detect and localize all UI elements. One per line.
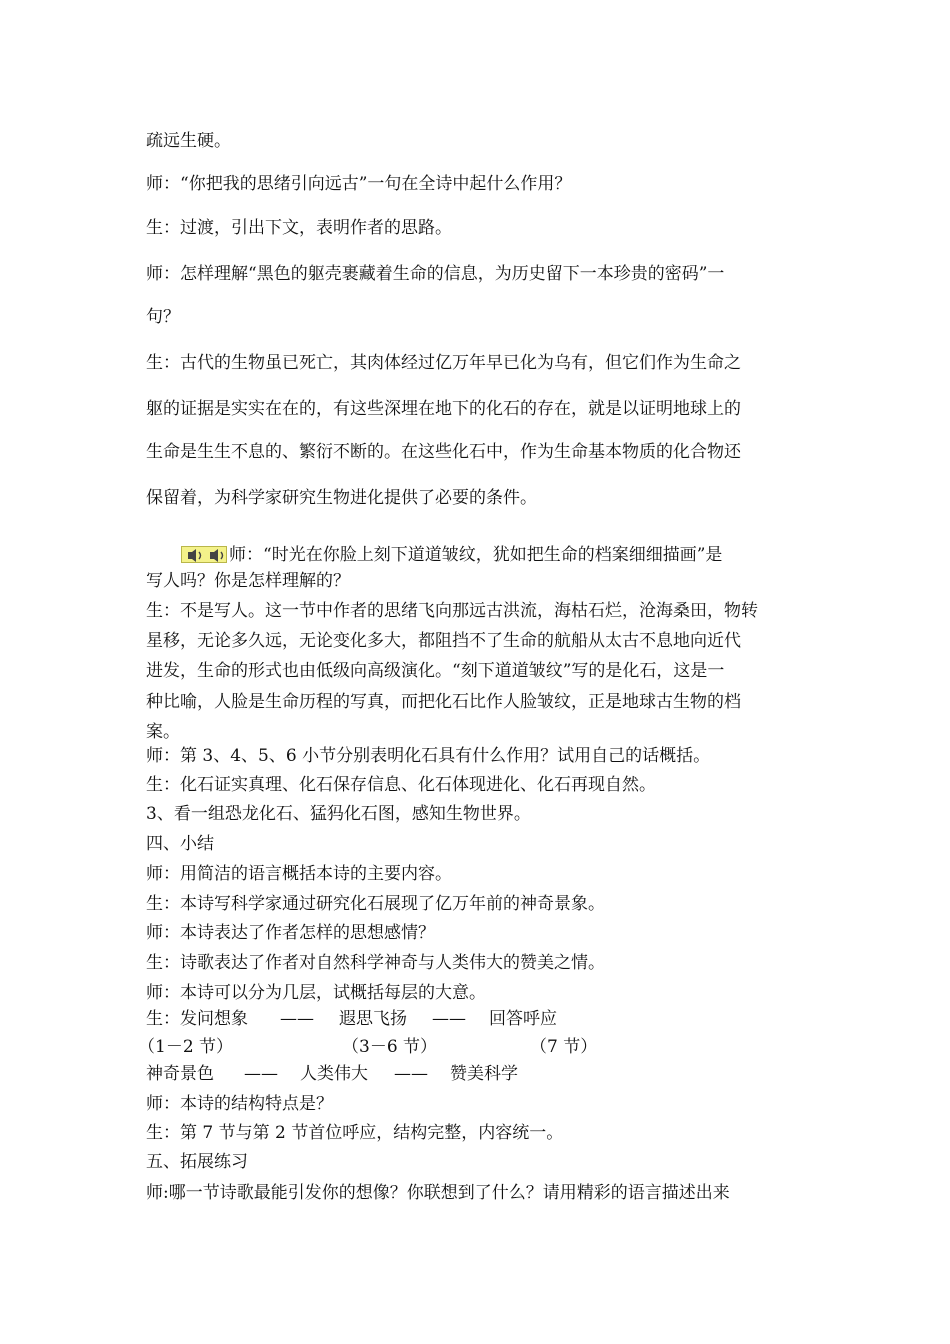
- text-line: 种比喻，人脸是生命历程的写真，而把化石比作人脸皱纹，正是地球古生物的档: [146, 692, 741, 712]
- text-line: 句？: [146, 307, 180, 327]
- structure-item: 回答呼应: [489, 1009, 557, 1029]
- question-text: 师：“时光在你脸上刻下道道皱纹，犹如把生命的档案细细描画”是: [229, 545, 723, 565]
- text-line: 生：不是写人。这一节中作者的思绪飞向那远古洪流，海枯石烂，沧海桑田，物转: [146, 601, 758, 621]
- section-heading: 五、拓展练习: [146, 1152, 248, 1172]
- text-line: 师：本诗可以分为几层，试概括每层的大意。: [146, 983, 486, 1003]
- text-line: 生：化石证实真理、化石保存信息、化石体现进化、化石再现自然。: [146, 775, 656, 795]
- text-line: 写人吗？你是怎样理解的？: [146, 571, 350, 591]
- text-line: 躯的证据是实实在在的，有这些深埋在地下的化石的存在，就是以证明地球上的: [146, 399, 741, 419]
- structure-item: 遐思飞扬: [339, 1009, 407, 1029]
- structure-item: 人类伟大: [300, 1064, 368, 1084]
- text-line: 生：第 7 节与第 2 节首位呼应，结构完整，内容统一。: [146, 1123, 564, 1143]
- question-with-icon: [181, 545, 722, 565]
- structure-item: 神奇景色: [146, 1064, 214, 1084]
- text-line: 3、看一组恐龙化石、猛犸化石图，感知生物世界。: [146, 804, 531, 824]
- text-line: 生：诗歌表达了作者对自然科学神奇与人类伟大的赞美之情。: [146, 953, 605, 973]
- text-line: 师：本诗表达了作者怎样的思想感情？: [146, 923, 435, 943]
- text-line: 疏远生硬。: [146, 131, 231, 151]
- structure-range: （3－6 节）: [342, 1037, 438, 1057]
- text-line: 保留着，为科学家研究生物进化提供了必要的条件。: [146, 488, 537, 508]
- text-line: 师：怎样理解“黑色的躯壳裹藏着生命的信息，为历史留下一本珍贵的密码”一: [146, 264, 725, 284]
- structure-dash: ——: [280, 1009, 314, 1029]
- text-line: 进发，生命的形式也由低级向高级演化。“刻下道道皱纹”写的是化石，这是一: [146, 661, 725, 681]
- structure-item: 生：发问想象: [146, 1009, 248, 1029]
- text-line: 星移，无论多久远，无论变化多大，都阻挡不了生命的航船从太古不息地向近代: [146, 631, 741, 651]
- structure-item: 赞美科学: [450, 1064, 518, 1084]
- text-line: 生：过渡，引出下文，表明作者的思路。: [146, 218, 452, 238]
- structure-dash: ——: [394, 1064, 428, 1084]
- structure-dash: ——: [432, 1009, 466, 1029]
- text-line: 师：第 3、4、5、6 小节分别表明化石具有什么作用？试用自己的话概括。: [146, 746, 711, 766]
- structure-range: （7 节）: [530, 1037, 598, 1057]
- text-line: 师：用简洁的语言概括本诗的主要内容。: [146, 864, 452, 884]
- speaker-icon: [181, 546, 227, 563]
- section-heading: 四、小结: [146, 834, 214, 854]
- text-line: 生命是生生不息的、繁衍不断的。在这些化石中，作为生命基本物质的化合物还: [146, 442, 741, 462]
- structure-range: （1－2 节）: [138, 1037, 234, 1057]
- text-line: 案。: [146, 722, 180, 742]
- structure-dash: ——: [244, 1064, 278, 1084]
- text-line: 师：“你把我的思绪引向远古”一句在全诗中起什么作用？: [146, 174, 572, 194]
- text-line: 生：本诗写科学家通过研究化石展现了亿万年前的神奇景象。: [146, 894, 605, 914]
- text-line: 师：本诗的结构特点是？: [146, 1094, 333, 1114]
- text-line: 生：古代的生物虽已死亡，其肉体经过亿万年早已化为乌有，但它们作为生命之: [146, 353, 741, 373]
- text-line: 师:哪一节诗歌最能引发你的想像？你联想到了什么？请用精彩的语言描述出来: [146, 1183, 730, 1203]
